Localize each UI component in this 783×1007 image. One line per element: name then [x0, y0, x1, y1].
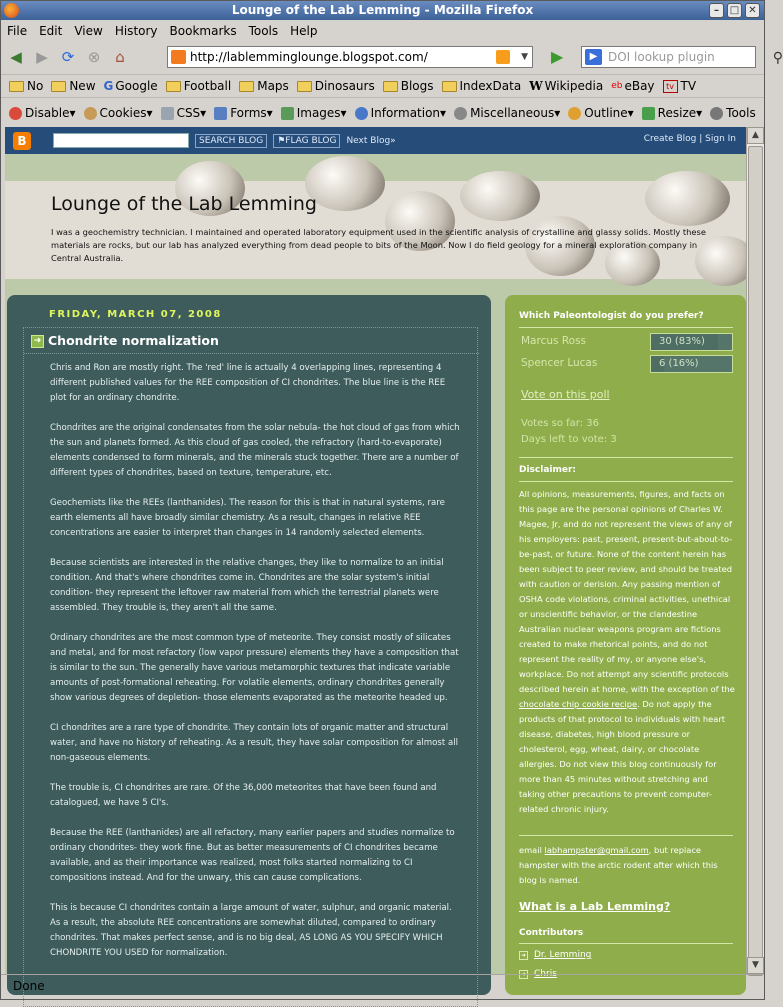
blogger-logo-icon[interactable]: B — [13, 132, 31, 150]
outline-icon — [568, 107, 581, 120]
days-left: Days left to vote: 3 — [521, 434, 617, 445]
reload-icon[interactable]: ⟳ — [61, 48, 75, 66]
maximize-button[interactable]: □ — [727, 3, 742, 18]
header-crystal-image — [305, 156, 385, 211]
status-text: Done — [13, 979, 45, 993]
blog-title[interactable]: Lounge of the Lab Lemming — [51, 193, 317, 215]
url-dropdown-icon[interactable]: ▼ — [521, 52, 528, 62]
dev-resize-menu[interactable]: Resize▾ — [642, 106, 702, 120]
post-paragraph: Because the REE (lanthanides) are all refactory, many earlier papers and studies normalize to ordinary chondrites- they work fine. But as better measurements of CI chondrites became available, and as their importance was realized, most folks started normalizing to CI compositions instead. And for the unwary, this can cause complications. — [50, 828, 455, 883]
bookmark-ebay[interactable]: eb eBay — [611, 79, 655, 93]
bookmark-indexdata[interactable]: IndexData — [442, 79, 522, 93]
search-box[interactable] — [581, 46, 783, 68]
contributor-item[interactable]: ➜ Dr. Lemming — [520, 950, 592, 960]
home-icon[interactable]: ⌂ — [115, 48, 125, 66]
window-title: Lounge of the Lab Lemming - Mozilla Firefox — [231, 3, 534, 17]
menu-view[interactable]: View — [74, 24, 103, 38]
wikipedia-icon: W — [529, 79, 543, 93]
menu-tools[interactable]: Tools — [248, 24, 279, 38]
forward-icon[interactable]: ▶ — [36, 48, 48, 66]
folder-icon — [239, 81, 254, 92]
dev-information-menu[interactable]: Information▾ — [355, 106, 447, 120]
magnifier-icon[interactable]: ⚲ — [772, 50, 783, 66]
blog-header — [5, 181, 746, 279]
poll-count: 6 (16%) — [659, 358, 699, 369]
bookmark-football[interactable]: Football — [166, 79, 232, 93]
header-crystal-image — [645, 171, 730, 226]
contributors-title: Contributors — [519, 928, 584, 938]
post-paragraph: Ordinary chondrites are the most common type of meteorite. They consist mostly of silicates and metal, and for most refactory (low vapor pressure) elements they have a composition that is similar to the sun. The generally have various metamorphic textures that indicate variable amounts of post-formational reheating. For volatile elements, ordinary chondrites generally show various degrees of depletion- those elements evaporated as the meteorite headed up. — [50, 633, 459, 703]
vote-on-poll-link[interactable]: Vote on this poll — [521, 388, 610, 401]
poll-title: Which Paleontologist do you prefer? — [519, 311, 704, 321]
scroll-up-icon[interactable]: ▲ — [747, 127, 764, 144]
menu-edit[interactable]: Edit — [39, 24, 63, 38]
firefox-icon — [4, 3, 19, 18]
post-paragraph: Chris and Ron are mostly right. The 'red' line is actually 4 overlapping lines, representing 4 different published values for the REE composition of CI chondrites. The blue line is the REE plot for an ordinary chondrite. — [50, 363, 446, 403]
bookmark-new[interactable]: New — [51, 79, 95, 93]
section-divider — [519, 457, 733, 458]
search-blog-button[interactable]: SEARCH BLOG — [195, 134, 267, 148]
post-date: FRIDAY, MARCH 07, 2008 — [49, 309, 222, 320]
menu-bookmarks[interactable]: Bookmarks — [169, 24, 237, 38]
folder-icon — [297, 81, 312, 92]
folder-icon — [51, 81, 66, 92]
sidebar — [505, 295, 746, 995]
post-paragraph: Chondrites are the original condensates from the solar nebula- the hot cloud of gas from which the sun and planets formed. As this cloud of gas cooled, the refractory (hard-to-evaporate) elements condensed to form minerals, and the minerals stuck together. There are a number of different types of chondrites, based on texture, temperature, etc. — [50, 423, 460, 478]
post-paragraph: Because scientists are interested in the relative changes, they like to normalize to an initial condition. And that's where chondrites come in. Chondrites are the solar system's initial condition- they represent the leftover raw material from which the terrestrial planets were assembled. They trouble is, they aren't all the same. — [50, 558, 444, 613]
contributor-item[interactable]: ➜ Chris — [520, 969, 557, 979]
forms-icon — [214, 107, 227, 120]
google-icon: G — [103, 79, 114, 93]
header-crystal-image — [460, 171, 540, 221]
bookmark-no[interactable]: No — [9, 79, 43, 93]
blog-description: I was a geochemistry technician. I maintained and operated laboratory equipment used in the scientific analysis of crystalline and glassy solids. Mostly these materials are rocks, but our lab has analyzed everything from dead people to bits of the Moon. Now I do field geology for a mineral exploration company in Central Australia. — [51, 227, 706, 263]
dev-tools-menu[interactable]: Tools — [710, 106, 756, 120]
go-icon[interactable]: ▶ — [551, 47, 564, 66]
dev-forms-menu[interactable]: Forms▾ — [214, 106, 273, 120]
next-blog-link[interactable]: Next Blog» — [346, 135, 396, 146]
folder-icon — [442, 81, 457, 92]
dev-css-menu[interactable]: CSS▾ — [161, 106, 207, 120]
url-bar[interactable] — [167, 46, 533, 68]
votes-so-far: Votes so far: 36 — [521, 418, 600, 429]
menu-bar — [1, 21, 764, 41]
post-body — [50, 361, 460, 976]
bookmark-blogs[interactable]: Blogs — [383, 79, 434, 93]
post-title-divider — [24, 353, 479, 354]
minimize-button[interactable]: – — [709, 3, 724, 18]
bookmark-tv[interactable]: tv TV — [663, 79, 697, 93]
cookies-icon — [84, 107, 97, 120]
tools-icon — [710, 107, 723, 120]
section-divider — [519, 835, 733, 836]
disable-icon — [9, 107, 22, 120]
ebay-icon: eb — [611, 81, 623, 91]
miscellaneous-icon — [454, 107, 467, 120]
information-icon — [355, 107, 368, 120]
status-bar — [1, 974, 764, 999]
page-content — [5, 127, 746, 979]
dev-disable-menu[interactable]: Disable▾ — [9, 106, 76, 120]
post-paragraph: CI chondrites are a rare type of chondrite. They contain lots of organic matter and structural water, and have no history of reheating. As a result, they have solar composition for almost all non-gaseous elements. — [50, 723, 458, 763]
post-paragraph: Geochemists like the REEs (lanthanides). The reason for this is that in natural systems, rare earth elements all have broadly similar chemistry. As a result, changes in relative REE concentrations are easier to interpret than changes in 14 randomly selected elements. — [50, 498, 445, 538]
menu-file[interactable]: File — [7, 24, 28, 38]
poll-divider — [519, 327, 733, 328]
search-placeholder: DOI lookup plugin — [608, 50, 715, 64]
blog-post — [23, 327, 478, 1007]
post-paragraph: The trouble is, CI chondrites are rare. Of the 36,000 meteorites that have been found and catalogued, we have 5 CI's. — [50, 783, 437, 808]
tv-icon: tv — [663, 80, 678, 93]
flag-blog-button[interactable]: ⚑FLAG BLOG — [273, 134, 340, 148]
blogger-navbar — [5, 127, 746, 154]
scroll-down-icon[interactable]: ▼ — [747, 957, 764, 974]
folder-icon — [9, 81, 24, 92]
poll-bar-spencer-lucas — [650, 355, 733, 373]
scroll-thumb[interactable] — [748, 146, 763, 976]
title-bar — [1, 1, 764, 20]
dev-images-menu[interactable]: Images▾ — [281, 106, 347, 120]
dev-outline-menu[interactable]: Outline▾ — [568, 106, 633, 120]
post-paragraph: This is because CI chondrites contain a large amount of water, sulphur, and organic material. As a result, the absolute REE concentrations are somewhat diluted, compared to ordinary chondrites. That makes perfect sense, and is no big deal, AS LONG AS YOU SPECIFY WHICH CHONDRITE YOU USED for normalization. — [50, 903, 452, 958]
back-icon[interactable]: ◀ — [10, 48, 22, 66]
search-engine-icon[interactable]: ▶ — [585, 49, 602, 65]
bookmark-maps[interactable]: Maps — [239, 79, 289, 93]
post-arrow-icon: ➜ — [31, 335, 44, 348]
poll-option-marcus-ross[interactable]: Marcus Ross — [521, 335, 587, 347]
email-link[interactable]: labhampster@gmail.com — [544, 845, 649, 855]
stop-icon[interactable]: ⊗ — [87, 48, 101, 66]
poll-option-spencer-lucas[interactable]: Spencer Lucas — [521, 357, 598, 369]
post-title[interactable]: Chondrite normalization — [48, 333, 219, 348]
folder-icon — [383, 81, 398, 92]
cookie-recipe-link[interactable]: chocolate chip cookie recipe — [519, 699, 638, 709]
rss-icon[interactable] — [496, 50, 510, 64]
poll-bar-marcus-ross — [650, 333, 733, 351]
contributor-arrow-icon: ➜ — [520, 951, 527, 959]
main-column — [7, 295, 491, 995]
disclaimer-title: Disclaimer: — [519, 465, 577, 475]
folder-icon — [166, 81, 181, 92]
bookmark-google[interactable]: G Google — [103, 79, 158, 93]
contributor-arrow-icon: ➜ — [520, 970, 527, 978]
poll-count: 30 (83%) — [659, 336, 705, 347]
url-text: http://lablemminglounge.blogspot.com/ — [190, 50, 428, 64]
bookmark-dinosaurs[interactable]: Dinosaurs — [297, 79, 375, 93]
blog-search-input[interactable] — [53, 133, 189, 148]
disclaimer-text: All opinions, measurements, figures, and facts on this page are the personal opinions of Charles W. Magee, Jr, and do not represent the views of any of his employers: past, present, present-but-about-to-be-past, or future. None of the content herein has been subject to peer review, and should be treated with caution or derision. Any passing mention of OSHA code violations, criminal activities, unethical or unscientific behavior, or the clandestine Australian nuclear weapons program are fictions created to make rhetorical points, and do not represent the reality of my, or anyone else's, workplace. Do not attempt any scientific protocols described herein at home, with the exception of the chocolate chip cookie recipe. Do not apply the products of that protocol to individuals with heart disease, diabetes, high blood pressure or cholesterol, egg, wheat, dairy, or chocolate allergies. Do not view this blog continuously for more than 45 minutes without stretching and taking other precautions to prevent computer-related chronic injury. — [519, 489, 735, 814]
create-blog-sign-in-links[interactable]: Create Blog | Sign In — [643, 134, 736, 144]
css-icon — [161, 107, 174, 120]
site-favicon-icon — [171, 50, 186, 64]
bookmark-wikipedia[interactable]: W Wikipedia — [529, 79, 604, 93]
images-icon — [281, 107, 294, 120]
web-developer-toolbar — [1, 100, 764, 126]
close-button[interactable]: ✕ — [745, 3, 760, 18]
dev-cookies-menu[interactable]: Cookies▾ — [84, 106, 153, 120]
menu-history[interactable]: History — [114, 24, 158, 38]
resize-icon — [642, 107, 655, 120]
dev-miscellaneous-menu[interactable]: Miscellaneous▾ — [454, 106, 560, 120]
what-is-lab-lemming-link[interactable]: What is a Lab Lemming? — [519, 900, 671, 913]
section-divider — [519, 481, 733, 482]
bookmarks-toolbar — [1, 74, 764, 98]
section-divider — [519, 943, 733, 944]
menu-help[interactable]: Help — [290, 24, 318, 38]
email-note: email labhampster@gmail.com, but replace hampster with the arctic rodent after which this blog is named. — [519, 845, 718, 885]
vertical-scrollbar[interactable] — [746, 127, 764, 974]
